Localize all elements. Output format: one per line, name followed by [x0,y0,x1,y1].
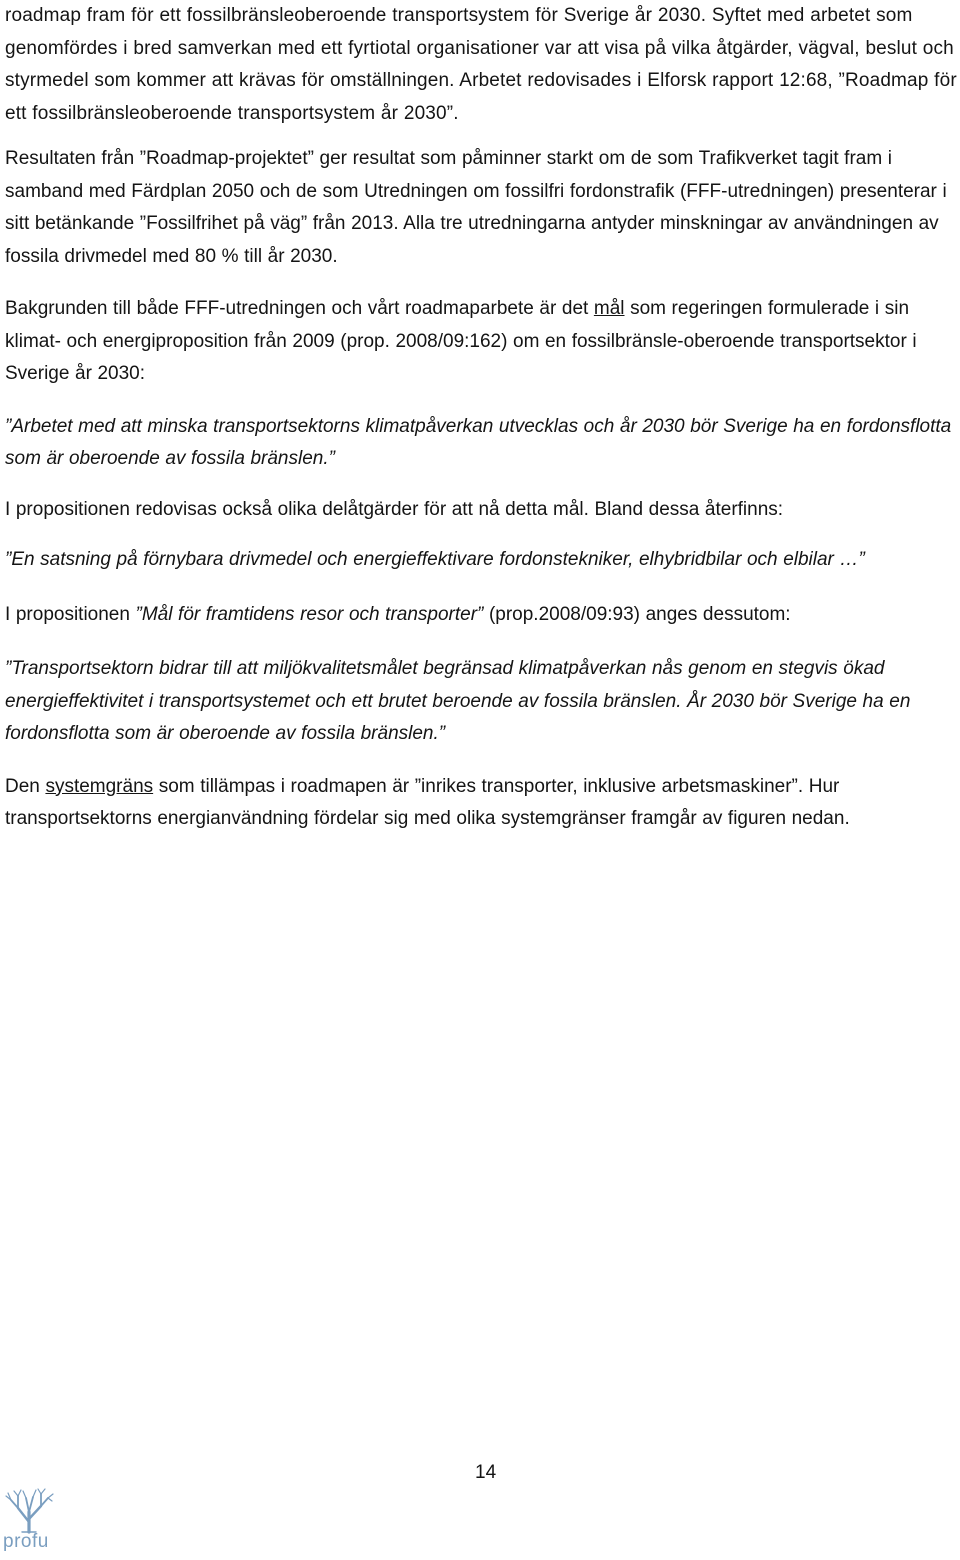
paragraph-roadmap-intro: roadmap fram för ett fossilbränsleoberoende transportsystem för Sverige år 2030. Syftet med arbetet som genomfördes i bred samverkan med ett fyrtiotal organisationer var att visa på vilka åtgärder, vägval, beslut och styrmedel som kommer att krävas för omställningen. Arbetet redovisades i Elforsk rapport 12:68, ”Roadmap för ett fossilbränsleoberoende transportsystem år 2030”. [5,5,957,124]
quote-climate-goal [5,411,959,476]
link-systemgrans[interactable]: systemgräns [45,775,154,797]
proposition-title: ”Mål för framtidens resor och transporter” [135,603,484,625]
paragraph-background [5,293,959,391]
document-body [5,0,959,836]
logo-text: profu [3,1531,49,1552]
paragraph-background-end: som regeringen formulerade i sin klimat- och energiproposition från 2009 (prop. 2008/09:162) om en fossilbränsle-oberoende transportsektor i Sverige år 2030: [5,298,917,384]
quote-climate-goal-text: ”Arbetet med att minska transportsektorns klimatpåverkan utvecklas och år 2030 bör Sverige ha en fordonsflotta som är oberoende av fossila bränslen.” [5,415,952,469]
page-number: 14 [475,1462,497,1483]
quote-renewable-fuels [5,544,959,577]
quote-transport-sector-text: ”Transportsektorn bidrar till att miljökvalitetsmålet begränsad klimatpåverkan nås genom en stegvis ökad energieffektivitet i transportsystemet och ett brutet beroende av fossila bränslen. År 2030 bör Sverige ha en fordonsflotta som är oberoende av fossila bränslen.” [5,658,911,744]
link-mal[interactable]: mål [593,298,625,319]
paragraph-proposition-start: I propositionen [5,603,136,625]
quote-transport-sector [5,653,959,751]
paragraph-sub-measures: I propositionen redovisas också olika delåtgärder för att nå detta mål. Bland dessa återfinns: [5,498,784,520]
paragraph-results: Resultaten från ”Roadmap-projektet” ger resultat som påminner starkt om de som Trafikverket tagit fram i samband med Färdplan 2050 och de som Utredningen om fossilfri fordonstrafik (FFF-utredningen) presenterar i sitt betänkande ”Fossilfrihet på väg” från 2013. Alla tre utredningarna antyder minskningar av användningen av fossila drivmedel med 80 % till år 2030. [5,148,947,267]
paragraph-proposition-end: (prop.2008/09:93) anges dessutom: [483,603,791,625]
paragraph-proposition [5,599,959,632]
paragraph-background-start: Bakgrunden till både FFF-utredningen och vårt roadmaparbete är det [5,298,594,319]
paragraph-system-boundary-start: Den [5,775,46,797]
paragraph-system-boundary [5,771,959,836]
quote-renewable-fuels-text: ”En satsning på förnybara drivmedel och energieffektivare fordonstekniker, elhybridbilar och elbilar …” [5,549,865,570]
paragraph-system-boundary-end: som tillämpas i roadmapen är ”inrikes transporter, inklusive arbetsmaskiner”. Hur transportsektorns energianvändning fördelar sig med olika systemgränser framgår av figuren nedan. [5,775,850,829]
